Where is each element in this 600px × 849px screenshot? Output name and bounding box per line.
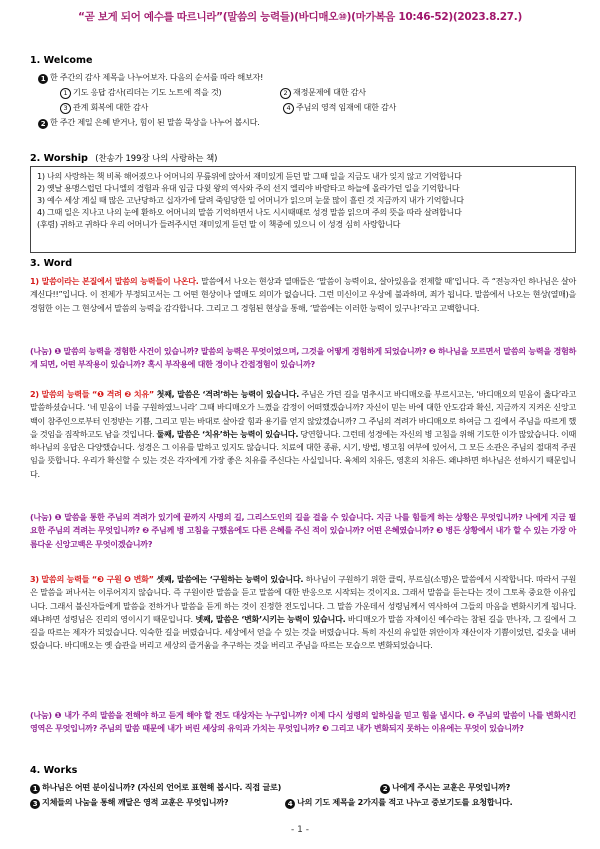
welcome-subitem-4: 4 주님의 영적 임재에 대한 감사 [283,102,396,114]
number-3-icon: 3 [30,799,40,809]
section-works-heading: 4. Works [30,765,78,776]
hymn-verse-1: 1) 나의 사랑하는 책 비록 해어졌으나 어머니의 무릎위에 앉아서 재미있게 듣던 말 그때 일을 지금도 내가 잊지 않고 기억합니다 [37,171,462,181]
works-item-2: 2 나에게 주시는 교훈은 무엇입니까? [380,782,510,794]
welcome-item-2: 2 한 주간 제일 은혜 받거나, 힘이 된 말씀 묵상을 나누어 봅시다. [38,117,260,129]
word-point-1: 1) 말씀이라는 본질에서 말씀의 능력들이 나온다. 말씀에서 나오는 현상과 열매들은 ‘말씀이 능력이요, 살아있음을 전제할 때’입니다. 즉 “전능자인 하나님은 살아계신다!!”입니다. 이 전제가 부정되고서는 그 어떤 현상이나 열매도 의미가 없습니다. 그런 미신이고 우상에 불과하며, 죄가 됩니다. 말씀에서 나오는 현상(열매)을 경험한 이는 그 현상에서 말씀의 능력을 감각합니다. 그리고 그 경험된 현상을 통해, ‘말씀에는 이러한 능력이 있구나!’라고 고백합니다. [30,276,576,313]
welcome-item-1: 1 한 주간의 감사 제목을 나누어보자. 다음의 순서를 따라 해보자! [38,72,263,84]
number-1-icon: 1 [38,74,48,84]
hymn-verse-2: 2) 옛날 용맹스럽던 다니엘의 경험과 유대 임금 다윗 왕의 역사와 주의 선지 엘리야 바람타고 하늘에 올라가던 일을 기억합니다 [37,183,460,193]
works-item-4: 4 나의 기도 제목을 2가지를 적고 나누고 중보기도를 요청합니다. [285,797,512,809]
page-number: - 1 - [291,825,309,835]
number-2-icon: 2 [38,119,48,129]
number-1-icon: 1 [30,784,40,794]
welcome-subitem-3: 3 관계 회복에 대한 감사 [60,102,148,114]
hymn-verse-3: 3) 예수 세상 계실 때 많은 고난당하고 십자가에 달려 죽임당한 일 어머니가 읽으며 눈물 많이 흘린 것 지금까지 내가 기억합니다 [37,195,464,205]
number-2-icon: 2 [380,784,390,794]
works-item-1: 1 하나님은 어떤 분이십니까? (자신의 언어로 표현해 봅시다. 직접 글로) [30,782,281,794]
discussion-3: (나눔) ❶ 내가 주의 말씀을 전해야 하고 듣게 해야 할 전도 대상자는 누구입니까? 이제 다시 성령의 일하심을 믿고 힘을 냅시다. ❷ 주님의 말씀이 나를 변화시킨 영역은 무엇입니까? 주님의 말씀 때문에 내가 버린 세상의 유익과 가치는 무엇입니까? ❸ 그리고 내가 변화되지 못하는 이유에는 무엇이 있습니까? [30,710,576,734]
section-word-heading: 3. Word [30,258,73,269]
word-point-2: 2) 말씀의 능력들 “❶ 격려 ❷ 치유” 첫째, 말씀은 ‘격려’하는 능력이 있습니다. 주님은 가던 길을 멈추시고 바디매오를 부르시고는, ‘바디매오의 믿음이 옳다’라고 말씀하셨습니다. ‘네 믿음이 너를 구원하였느니라’ 그때 바디매오가 느꼈을 감정이 어떠했겠습니까? 자신이 믿는 바에 대한 안도감과 확신, 지금까지 지켜온 신앙고백이 참주인으로부터 인정받는 기쁨, 그리고 믿는 바대로 살아갈 힘과 용기를 얻지 않았겠습니까? 그 주님의 격려가 바디매오로 하여금 그 길에서 주님을 따르게 했을 것임을 짐작하고도 남을 것입니다. 둘째, 말씀은 ‘치유’하는 능력이 있습니다. 당연합니다. 그런데 성경에는 자신의 병 고침을 위해 기도한 이가 많았습니다. 이때 하나님의 응답은 다양했습니다. 성경은 그 이유를 말하고 있지도 않습니다. 치료에 대한 종류, 시기, 방법, 병고침 여부에 있어서, 그 모든 소관은 주님의 절대적 주권임을 뜻합니다. 우리가 확신할 수 있는 것은 각자에게 가장 좋은 치유를 주신다는 사실입니다. 육체의 치유든, 영혼의 치유든. 왜냐하면 하나님은 선하시기 때문입니다. [30,389,576,479]
hymn-verse-4: 4) 그때 일은 지나고 나의 눈에 환하오 어머니의 말씀 기억하면서 나도 시시때때로 성경 말씀 읽으며 주의 뜻을 따라 살려합니다 [37,207,462,217]
circled-2-icon: 2 [280,88,291,99]
welcome-subitem-1: 1 기도 응답 감사(리더는 기도 노트에 적을 것) [60,87,221,99]
section-worship-heading: 2. Worship (찬송가 199장 나의 사랑하는 책) [30,153,218,164]
word-point-3: 3) 말씀의 능력들 “❸ 구원 ❹ 변화” 셋째, 말씀에는 ‘구원하는 능력이 있습니다. 하나님이 구원하기 위한 클릭, 부르심(소명)은 말씀에서 시작합니다. 따라서 구원은 말씀을 퍼나서는 이루어지지 않습니다. 즉 구원이란 말씀을 듣고 말씀에 대한 반응으로 시작되는 것이지요. 그래서 말씀을 듣는다는 것이 그토록 중요한 이유입니다. 그래서 불신자들에게 말씀을 전하거나 말씀을 듣게 하는 것이 진정한 전도입니다. 그 말씀 가운데서 성령님께서 역사하여 그들의 마음을 변화시키게 됩니다. 왜냐하면 성령님은 진리의 영이시기 때문입니다. 넷째, 말씀은 ‘변화’시키는 능력이 있습니다. 바디매오가 말씀 자체이신 예수라는 참된 길을 만나자, 그 길에서 그 길을 따르는 제자가 되었습니다. 익숙한 길을 버렸습니다. 세상에서 얻을 수 있는 것을 버렸습니다. 특히 자신의 유일한 위안이자 재산이자 기쁨이었던, 겉옷을 내버렸습니다. 바디매오는 옛 습관을 버리고 세상의 즐거움을 추구하는 것을 버리고 주님을 따르는 모습으로 변화되었습니다. [30,574,577,651]
circled-3-icon: 3 [60,103,71,114]
welcome-subitem-2: 2 재정문제에 대한 감사 [280,87,366,99]
works-item-3: 3 지체들의 나눔을 통해 깨달은 영적 교훈은 무엇입니까? [30,797,228,809]
discussion-1: (나눔) ❶ 말씀의 능력을 경험한 사건이 있습니까? 말씀의 능력은 무엇이었으며, 그것을 어떻게 경험하게 되었습니까? ❷ 하나님을 모르면서 말씀의 능력을 경험하게 되면, 어떤 부작용이 있습니까? 혹시 부작용에 대한 경이나 간접경험이 있습니까? [30,346,576,370]
circled-4-icon: 4 [283,103,294,114]
hymn-chorus: (후렴) 귀하고 귀하다 우리 어머니가 들려주시던 재미있게 듣던 말 이 책중에 있으니 이 성경 심히 사랑합니다 [37,219,401,229]
page-title: “곧 보게 되어 예수를 따르니라”(말씀의 능력들)(바디매오⑩)(마가복음 10:46-52)(2023.8.27.) [78,11,522,23]
discussion-2: (나눔) ❶ 말씀을 통한 주님의 격려가 있기에 끝까지 사명의 길, 그리스도인의 길을 걸을 수 있습니다. 지금 나를 힘들게 하는 상황은 무엇입니까? 나에게 지금 필요한 주님의 격려는 무엇입니까? ❷ 주님께 병 고침을 구했음에도 다른 은혜를 주신 적이 있습니까? 어떤 은혜였습니까? ❸ 병든 상황에서 내가 할 수 있는 가장 아름다운 신앙고백은 무엇이겠습니까? [30,512,576,549]
number-4-icon: 4 [285,799,295,809]
section-welcome-heading: 1. Welcome [30,55,93,66]
circled-1-icon: 1 [60,88,71,99]
hymn-title: (찬송가 199장 나의 사랑하는 책) [95,153,218,163]
hymn-lyrics-box [30,166,576,253]
